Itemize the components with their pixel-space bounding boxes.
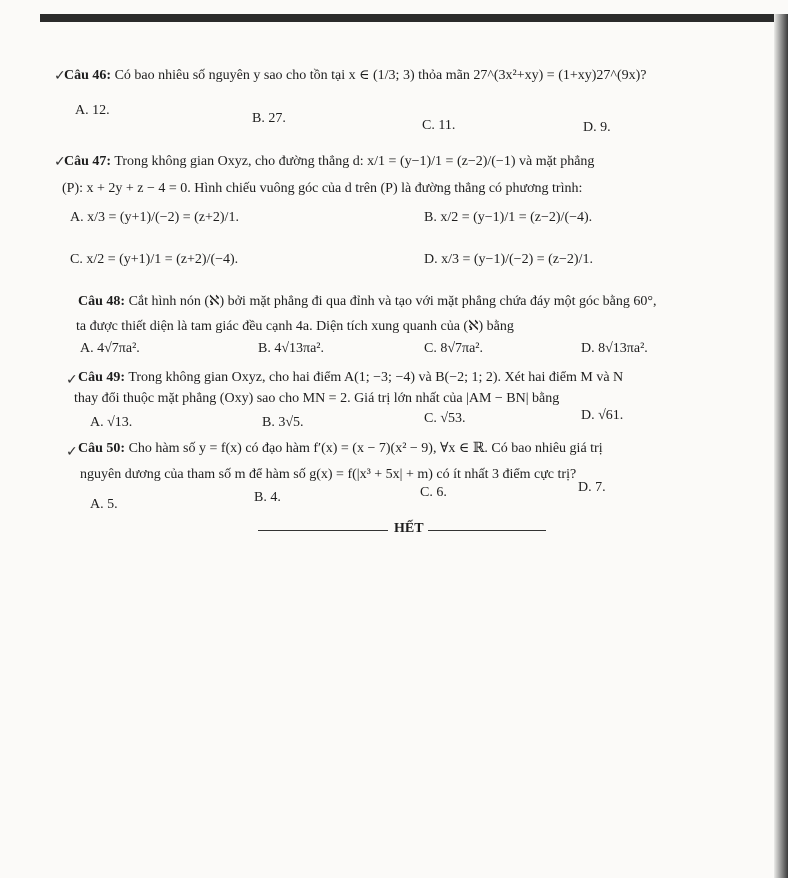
question-46 bbox=[64, 67, 647, 84]
answer-d: D. x/3 = (y−1)/(−2) = (z−2)/1. bbox=[424, 252, 593, 267]
answer-c: C. 6. bbox=[420, 485, 447, 500]
question-48 bbox=[78, 293, 657, 310]
question-text: Cắt hình nón (ℵ) bởi mặt phẳng đi qua đỉnh và tạo với mặt phẳng chứa đáy một góc bằng 60°, bbox=[128, 294, 657, 309]
answer-b: B. 4√13πa². bbox=[258, 341, 325, 356]
answer-a: A. 4√7πa². bbox=[80, 341, 140, 356]
answer-b: B. 3√5. bbox=[262, 415, 304, 430]
answer-c: C. 8√7πa². bbox=[424, 341, 484, 356]
question-label: Câu 48: bbox=[78, 294, 126, 309]
question-49 bbox=[78, 370, 623, 386]
question-label: Câu 49: bbox=[78, 370, 126, 385]
answer-d: D. √61. bbox=[581, 408, 624, 423]
answer-a: A. x/3 = (y+1)/(−2) = (z+2)/1. bbox=[70, 210, 239, 225]
question-47 bbox=[64, 154, 594, 170]
check-mark-icon: ✓ bbox=[54, 154, 66, 170]
answer-b: B. x/2 = (y−1)/1 = (z−2)/(−4). bbox=[424, 210, 593, 225]
question-label: Câu 50: bbox=[78, 441, 126, 456]
answer-d: D. 7. bbox=[578, 480, 606, 495]
question-label: Câu 47: bbox=[64, 154, 112, 169]
answer-a: A. 5. bbox=[90, 497, 118, 512]
photo-top-edge bbox=[40, 14, 788, 22]
question-text: Trong không gian Oxyz, cho đường thẳng d: x/1 = (y−1)/1 = (z−2)/(−1) và mặt phẳng bbox=[114, 154, 595, 169]
end-marker: HẾT bbox=[394, 521, 424, 536]
question-text: Có bao nhiêu số nguyên y sao cho tồn tại x ∈ (1/3; 3) thỏa mãn 27^(3x²+xy) = (1+xy)27^(9x)? bbox=[114, 68, 647, 83]
answer-c: C. x/2 = (y+1)/1 = (z+2)/(−4). bbox=[70, 252, 239, 267]
photo-right-edge bbox=[774, 14, 788, 878]
answer-b: B. 27. bbox=[252, 111, 286, 126]
check-mark-icon: ✓ bbox=[66, 444, 78, 460]
question-label: Câu 46: bbox=[64, 68, 112, 83]
check-mark-icon: ✓ bbox=[54, 68, 66, 84]
question-text-line2: ta được thiết diện là tam giác đều cạnh 4a. Diện tích xung quanh của (ℵ) bằng bbox=[76, 319, 514, 334]
answer-a: A. √13. bbox=[90, 415, 133, 430]
answer-d: D. 9. bbox=[583, 120, 611, 135]
divider bbox=[258, 530, 388, 531]
answer-c: C. √53. bbox=[424, 411, 466, 426]
divider bbox=[428, 530, 546, 531]
answer-a: A. 12. bbox=[75, 103, 110, 118]
question-text-line2: thay đổi thuộc mặt phẳng (Oxy) sao cho MN = 2. Giá trị lớn nhất của |AM − BN| bằng bbox=[74, 391, 560, 406]
answer-b: B. 4. bbox=[254, 490, 281, 505]
question-50 bbox=[78, 440, 603, 457]
question-text-line2: (P): x + 2y + z − 4 = 0. Hình chiếu vuông góc của d trên (P) là đường thẳng có phương trình: bbox=[62, 181, 583, 196]
question-text-line2: nguyên dương của tham số m để hàm số g(x) = f(|x³ + 5x| + m) có ít nhất 3 điểm cực trị? bbox=[80, 467, 577, 482]
check-mark-icon: ✓ bbox=[66, 372, 78, 388]
question-text: Cho hàm số y = f(x) có đạo hàm f′(x) = (x − 7)(x² − 9), ∀x ∈ ℝ. Có bao nhiêu giá trị bbox=[128, 441, 603, 456]
question-text: Trong không gian Oxyz, cho hai điểm A(1; −3; −4) và B(−2; 1; 2). Xét hai điểm M và N bbox=[128, 370, 624, 385]
answer-d: D. 8√13πa². bbox=[581, 341, 648, 356]
answer-c: C. 11. bbox=[422, 118, 456, 133]
